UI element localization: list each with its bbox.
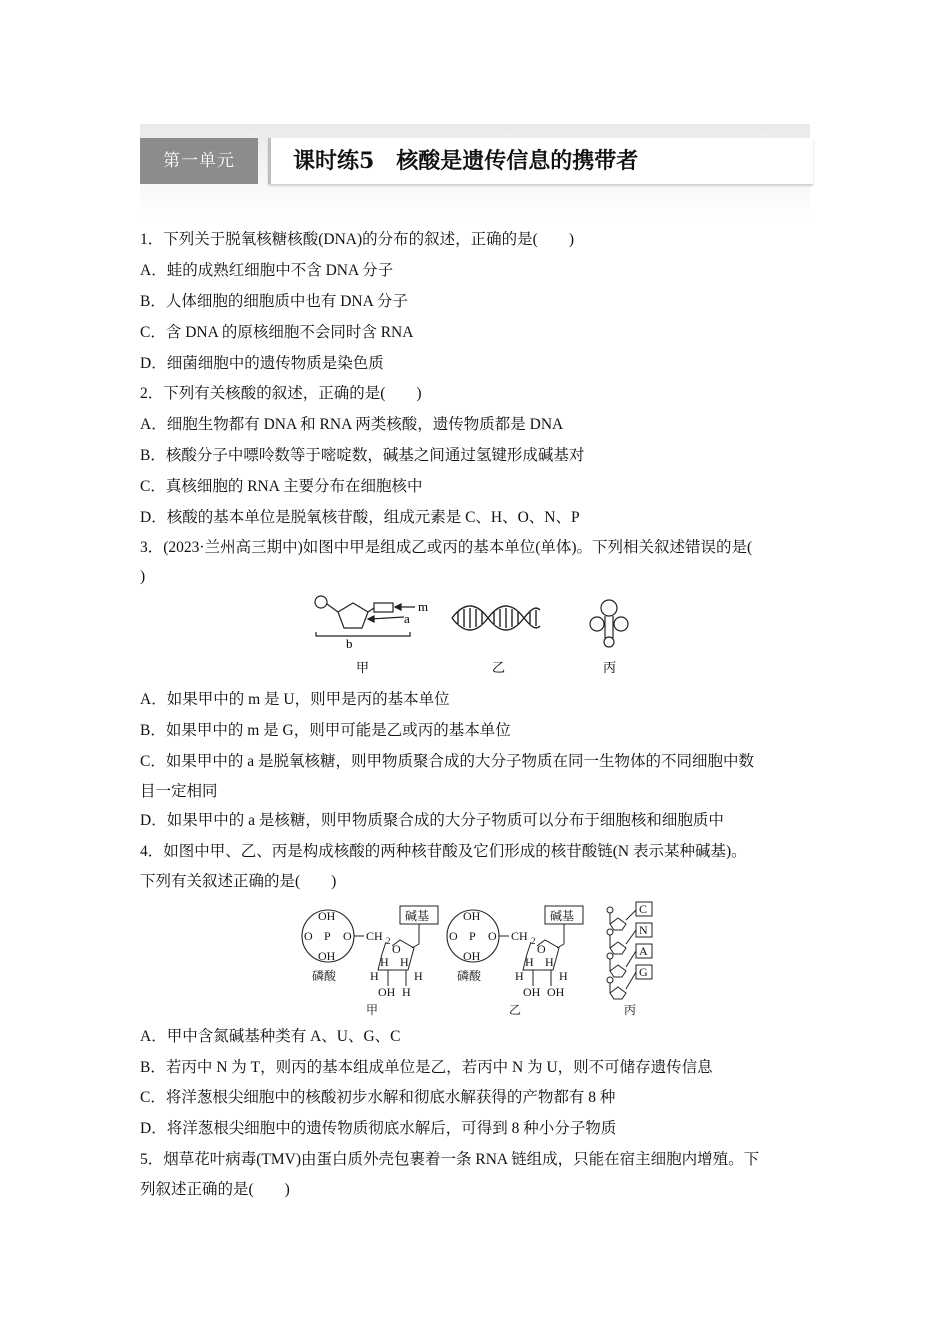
ring-o-2: O (537, 942, 546, 956)
h-sugar-1: H (402, 985, 411, 999)
chain-base-c: C (639, 902, 648, 916)
ch2-sub-2: 2 (531, 936, 536, 946)
nucleotide-chain-bing (607, 902, 652, 1017)
caption-jia-1: 甲 (356, 661, 370, 676)
option-1c: C．含 DNA 的原核细胞不会同时含 RNA (140, 324, 414, 341)
question-1: 1．下列关于脱氧核糖核酸(DNA)的分布的叙述，正确的是( ) (140, 231, 574, 248)
option-2d: D．核酸的基本单位是脱氧核苷酸，组成元素是 C、H、O、N、P (140, 509, 580, 526)
lesson-title: 课时练5 核酸是遗传信息的携带者 (293, 148, 639, 174)
question-5-cont: 列叙述正确的是( ) (140, 1181, 290, 1198)
label-a: a (404, 611, 410, 626)
option-2c: C．真核细胞的 RNA 主要分布在细胞核中 (140, 478, 423, 495)
option-1a: A．蛙的成熟红细胞中不含 DNA 分子 (140, 262, 394, 279)
h-1d: H (400, 955, 409, 969)
label-m: m (418, 599, 429, 614)
o-left-2: O (449, 929, 458, 943)
nucleotide-diagram (315, 596, 415, 636)
h-2b: H (559, 969, 568, 983)
figure-nucleotides-chain (290, 898, 670, 1022)
question-2: 2．下列有关核酸的叙述，正确的是( ) (140, 385, 422, 402)
option-3c-cont: 目一定相同 (140, 783, 218, 800)
oh-sugar-1: OH (378, 985, 396, 999)
question-3: 3．(2023·兰州高三期中)如图中甲是组成乙或丙的基本单位(单体)。下列相关叙述错误的是( (140, 539, 753, 556)
lesson-header (140, 124, 810, 220)
chain-base-g: G (639, 965, 648, 979)
dna-double-helix (452, 606, 540, 630)
h-2d: H (545, 955, 554, 969)
h-2a: H (515, 969, 524, 983)
option-3a: A．如果甲中的 m 是 U，则甲是丙的基本单位 (140, 691, 450, 708)
oh-sugar-2a: OH (523, 985, 541, 999)
option-2a: A．细胞生物都有 DNA 和 RNA 两类核酸，遗传物质都是 DNA (140, 416, 564, 433)
caption-yi-2: 乙 (509, 1003, 522, 1017)
unit-label: 第一单元 (140, 138, 258, 184)
option-1b: B．人体细胞的细胞质中也有 DNA 分子 (140, 293, 408, 310)
caption-jia-2: 甲 (366, 1003, 379, 1017)
o-right-2: O (488, 929, 497, 943)
ch2-1: CH (366, 929, 383, 943)
nucleotide-jia (302, 906, 438, 1017)
base-label-2: 碱基 (550, 909, 575, 923)
oh-top-1: OH (318, 909, 336, 923)
h-2c: H (525, 955, 534, 969)
nucleotide-yi (447, 906, 583, 1017)
chain-base-a: A (639, 944, 648, 958)
option-2b: B．核酸分子中嘌呤数等于嘧啶数，碱基之间通过氢键形成碱基对 (140, 447, 585, 464)
oh-bottom-1: OH (318, 949, 336, 963)
title-box (268, 138, 813, 184)
caption-yi-1: 乙 (492, 661, 506, 676)
option-1d: D．细菌细胞中的遗传物质是染色质 (140, 355, 384, 372)
oh-bottom-2: OH (463, 949, 481, 963)
phosphate-label-1: 磷酸 (312, 969, 337, 983)
p-1: P (324, 929, 331, 943)
o-right-1: O (343, 929, 352, 943)
option-3b: B．如果甲中的 m 是 G，则甲可能是乙或丙的基本单位 (140, 722, 511, 739)
label-b: b (346, 636, 353, 651)
option-4b: B．若丙中 N 为 T，则丙的基本组成单位是乙，若丙中 N 为 U，则不可储存遗传信息 (140, 1059, 713, 1076)
option-3d: D．如果甲中的 a 是核糖，则甲物质聚合成的大分子物质可以分布于细胞核和细胞质中 (140, 812, 724, 829)
oh-sugar-2b: OH (547, 985, 565, 999)
option-4a: A．甲中含氮碱基种类有 A、U、G、C (140, 1028, 401, 1045)
trna-cloverleaf (590, 600, 628, 647)
h-1b: H (414, 969, 423, 983)
p-2: P (469, 929, 476, 943)
ch2-2: CH (511, 929, 528, 943)
question-5: 5．烟草花叶病毒(TMV)由蛋白质外壳包裹着一条 RNA 链组成，只能在宿主细胞内增殖。下 (140, 1151, 760, 1168)
ch2-sub-1: 2 (386, 936, 391, 946)
option-4d: D．将洋葱根尖细胞中的遗传物质彻底水解后，可得到 8 种小分子物质 (140, 1120, 617, 1137)
caption-bing-2: 丙 (624, 1003, 637, 1017)
question-4-cont: 下列有关叙述正确的是( ) (140, 873, 337, 890)
base-label-1: 碱基 (405, 909, 430, 923)
oh-top-2: OH (463, 909, 481, 923)
o-left-1: O (304, 929, 313, 943)
h-1a: H (370, 969, 379, 983)
h-1c: H (380, 955, 389, 969)
chain-base-n: N (639, 923, 648, 937)
question-3-cont: ) (140, 568, 146, 585)
ring-o-1: O (392, 942, 401, 956)
option-3c: C．如果甲中的 a 是脱氧核糖，则甲物质聚合成的大分子物质在同一生物体的不同细胞中数 (140, 753, 754, 770)
figure-nucleotide-dna-trna (300, 590, 650, 682)
phosphate-label-2: 磷酸 (457, 969, 482, 983)
option-4c: C．将洋葱根尖细胞中的核酸初步水解和彻底水解获得的产物都有 8 种 (140, 1089, 616, 1106)
question-4: 4．如图中甲、乙、丙是构成核酸的两种核苷酸及它们形成的核苷酸链(N 表示某种碱基)。 (140, 843, 747, 860)
caption-bing-1: 丙 (603, 661, 617, 676)
